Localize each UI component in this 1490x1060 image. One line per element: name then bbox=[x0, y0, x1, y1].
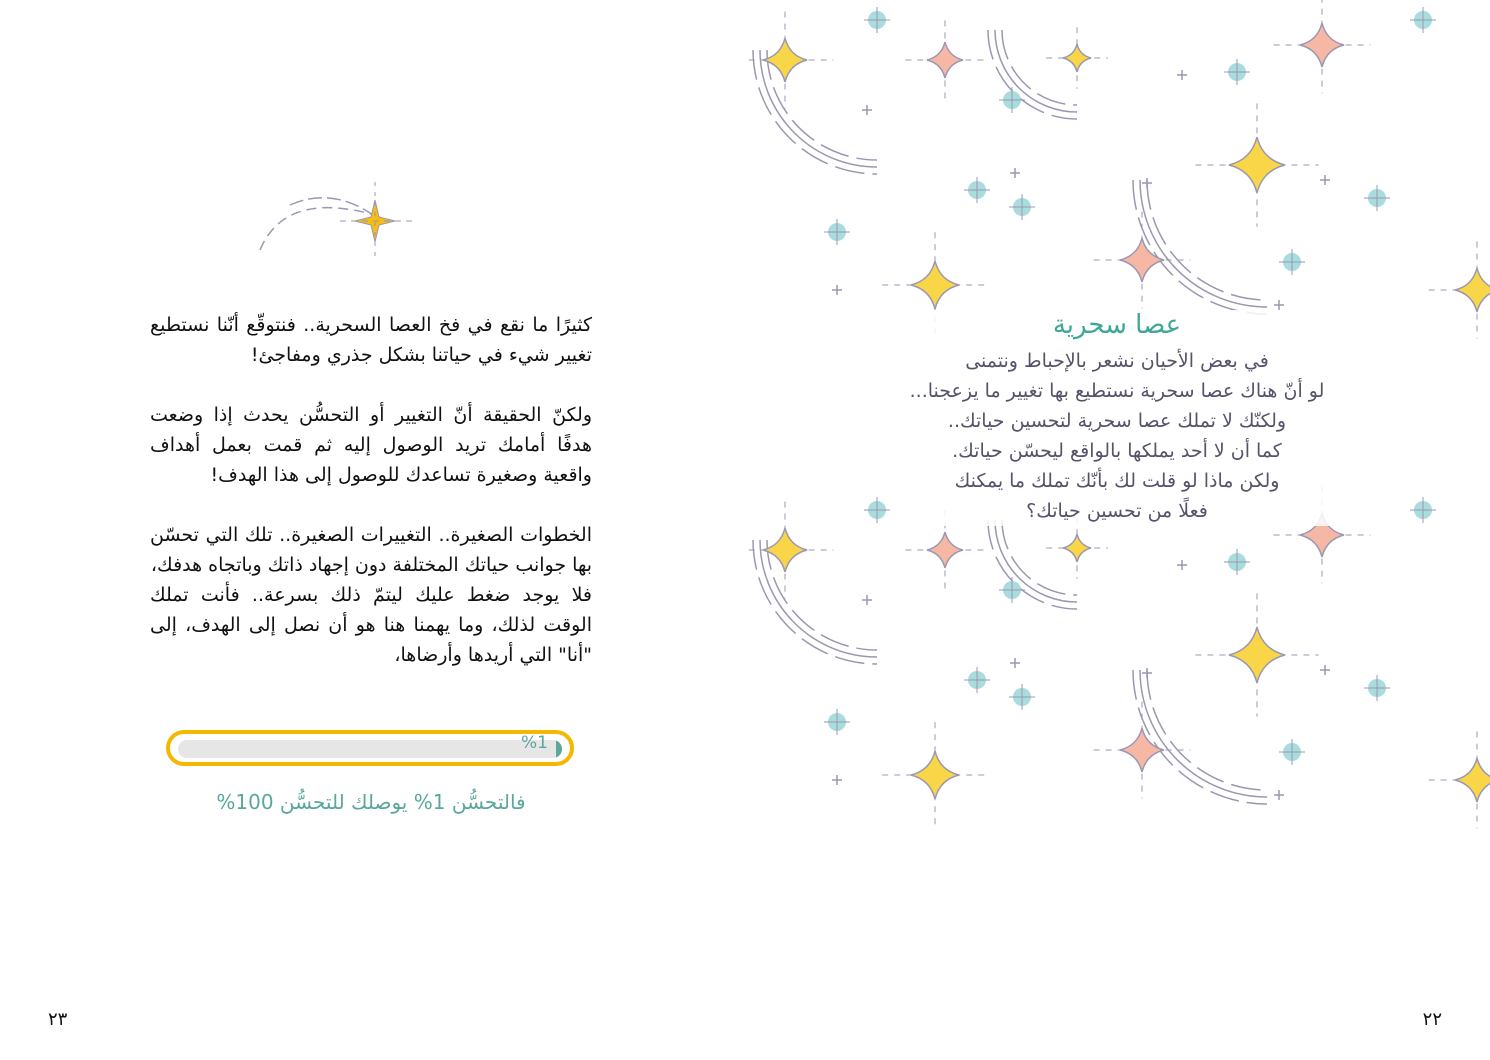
page-title: عصا سحرية bbox=[1052, 310, 1182, 340]
progress-label: %1 bbox=[521, 733, 548, 753]
trail-arc bbox=[753, 50, 877, 174]
trail-arc bbox=[1133, 670, 1267, 804]
paragraph: الخطوات الصغيرة.. التغييرات الصغيرة.. تلك التي تحسّن بها جوانب حياتك المختلفة دون إجهاد ذاتك وباتجاه هدفك، bbox=[150, 524, 592, 576]
trail-arc bbox=[988, 520, 1077, 609]
body-text bbox=[150, 310, 592, 670]
trail-arc bbox=[1133, 180, 1267, 314]
plus-icon bbox=[1010, 168, 1020, 178]
sparkle-icon bbox=[927, 42, 963, 78]
plus-icon bbox=[1142, 178, 1152, 188]
text-box bbox=[897, 310, 1337, 526]
trail-arc bbox=[1147, 670, 1267, 790]
sparkle-icon bbox=[1455, 758, 1490, 802]
plus-icon bbox=[1320, 665, 1330, 675]
text-line: في بعض الأحيان نشعر بالإحباط ونتمنى bbox=[965, 350, 1269, 372]
paragraph: كثيرًا ما نقع في فخ العصا السحرية.. فنتوقّع أنّنا نستطيع تغيير شيء في حياتنا بشكل جذري ومفاجئ! bbox=[150, 314, 592, 366]
sparkle-icon bbox=[1300, 23, 1344, 67]
sparkle-icon bbox=[911, 751, 959, 799]
shooting-star-icon bbox=[245, 180, 425, 270]
sparkle-icon bbox=[1229, 137, 1285, 193]
progress-bar bbox=[166, 730, 574, 766]
plus-icon bbox=[832, 285, 842, 295]
caption: فالتحسُّن 1% يوصلك للتحسُّن 100% bbox=[216, 790, 526, 814]
plus-icon bbox=[862, 105, 872, 115]
star-pattern-background bbox=[747, 0, 1490, 1060]
plus-icon bbox=[1142, 668, 1152, 678]
plus-icon bbox=[1177, 70, 1187, 80]
plus-icon bbox=[1274, 790, 1284, 800]
trail-arc bbox=[1147, 180, 1267, 300]
right-page bbox=[747, 0, 1490, 1060]
progress-track bbox=[178, 740, 562, 758]
sparkle-icon bbox=[1063, 534, 1091, 562]
sparkle-icon bbox=[927, 532, 963, 568]
paragraph: ولكنّ الحقيقة أنّ التغيير أو التحسُّن يحدث إذا وضعت هدفًا أمامك تريد الوصول إليه ثم قمت بعمل أهداف واقعية وصغيرة تساعدك للوصول إلى هذا الهدف! bbox=[150, 404, 592, 486]
sparkle-icon bbox=[1063, 44, 1091, 72]
sparkle-icon bbox=[1455, 268, 1490, 312]
sparkle-icon bbox=[911, 261, 959, 309]
text-line: كما أن لا أحد يملكها بالواقع ليحسّن حياتك. bbox=[952, 440, 1282, 462]
plus-icon bbox=[1274, 300, 1284, 310]
paragraph: فلا يوجد ضغط عليك ليتمّ ذلك بسرعة.. فأنت تملك الوقت لذلك، وما يهمنا هنا هو أن نصل إلى الهدف، إلى "أنا" التي أريدها وأرضاها، bbox=[150, 584, 592, 666]
plus-icon bbox=[1320, 175, 1330, 185]
progress-fill bbox=[556, 740, 562, 758]
trail-arc bbox=[1140, 670, 1267, 797]
trail-arc bbox=[988, 30, 1077, 119]
text-line: فعلًا من تحسين حياتك؟ bbox=[1026, 500, 1208, 522]
text-line: لو أنّ هناك عصا سحرية نستطيع بها تغيير ما يزعجنا... bbox=[909, 380, 1325, 402]
page-number: ٢٢ bbox=[1422, 1009, 1442, 1030]
text-line: ولكن ماذا لو قلت لك بأنّك تملك ما يمكنك bbox=[954, 470, 1280, 492]
text-line: ولكنّك لا تملك عصا سحرية لتحسين حياتك.. bbox=[947, 410, 1287, 432]
plus-icon bbox=[862, 595, 872, 605]
plus-icon bbox=[1010, 658, 1020, 668]
plus-icon bbox=[832, 775, 842, 785]
sparkle-icon bbox=[1229, 627, 1285, 683]
page-number: ٢٣ bbox=[48, 1009, 68, 1030]
trail-arc bbox=[1140, 180, 1267, 307]
plus-icon bbox=[1177, 560, 1187, 570]
trail-arc bbox=[753, 540, 877, 664]
